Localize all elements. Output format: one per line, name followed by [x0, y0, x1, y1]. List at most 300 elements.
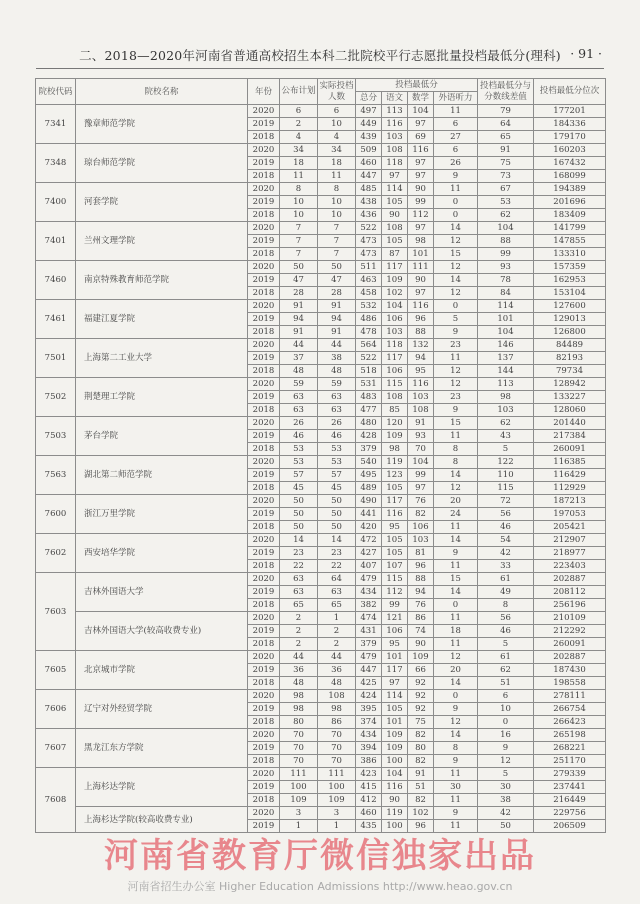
cell-math: 75 — [408, 716, 434, 729]
cell-foreign: 12 — [434, 287, 478, 300]
cell-actual: 70 — [318, 729, 356, 742]
cell-chinese: 105 — [382, 482, 408, 495]
cell-total: 480 — [356, 417, 382, 430]
red-watermark: 河南省教育厅微信独家出品 — [104, 836, 536, 876]
school-code: 7460 — [36, 261, 76, 300]
cell-foreign: 23 — [434, 391, 478, 404]
cell-foreign: 8 — [434, 443, 478, 456]
cell-foreign: 9 — [434, 807, 478, 820]
cell-total: 522 — [356, 222, 382, 235]
cell-math: 70 — [408, 443, 434, 456]
cell-math: 97 — [408, 170, 434, 183]
cell-actual: 2 — [318, 638, 356, 651]
header-min-score-group: 投档最低分 — [356, 79, 478, 92]
cell-total: 436 — [356, 209, 382, 222]
cell-year: 2018 — [248, 443, 280, 456]
cell-rank: 183409 — [534, 209, 606, 222]
cell-diff: 54 — [478, 534, 534, 547]
cell-chinese: 106 — [382, 625, 408, 638]
cell-plan: 65 — [280, 599, 318, 612]
cell-math: 97 — [408, 287, 434, 300]
cell-foreign: 20 — [434, 664, 478, 677]
cell-foreign: 9 — [434, 404, 478, 417]
cell-plan: 4 — [280, 131, 318, 144]
cell-diff: 56 — [478, 612, 534, 625]
cell-plan: 37 — [280, 352, 318, 365]
header-chinese: 语文 — [382, 92, 408, 105]
cell-foreign: 15 — [434, 417, 478, 430]
cell-actual: 38 — [318, 352, 356, 365]
cell-plan: 2 — [280, 612, 318, 625]
table-row — [36, 144, 606, 157]
cell-diff: 38 — [478, 794, 534, 807]
cell-actual: 100 — [318, 781, 356, 794]
cell-year: 2019 — [248, 547, 280, 560]
cell-math: 104 — [408, 456, 434, 469]
cell-diff: 101 — [478, 313, 534, 326]
cell-chinese: 87 — [382, 248, 408, 261]
cell-rank: 278111 — [534, 690, 606, 703]
cell-plan: 26 — [280, 417, 318, 430]
school-name: 黑龙江东方学院 — [76, 729, 248, 768]
cell-rank: 133310 — [534, 248, 606, 261]
cell-plan: 91 — [280, 326, 318, 339]
cell-actual: 18 — [318, 157, 356, 170]
cell-plan: 91 — [280, 300, 318, 313]
cell-rank: 251170 — [534, 755, 606, 768]
cell-math: 106 — [408, 521, 434, 534]
table-header — [36, 79, 606, 105]
cell-diff: 46 — [478, 521, 534, 534]
cell-math: 104 — [408, 105, 434, 118]
cell-chinese: 101 — [382, 651, 408, 664]
cell-chinese: 104 — [382, 768, 408, 781]
cell-math: 76 — [408, 495, 434, 508]
cell-foreign: 24 — [434, 508, 478, 521]
cell-plan: 2 — [280, 625, 318, 638]
cell-rank: 153104 — [534, 287, 606, 300]
cell-math: 97 — [408, 118, 434, 131]
cell-total: 497 — [356, 105, 382, 118]
cell-year: 2019 — [248, 586, 280, 599]
cell-plan: 46 — [280, 430, 318, 443]
cell-math: 97 — [408, 222, 434, 235]
cell-actual: 91 — [318, 300, 356, 313]
cell-year: 2018 — [248, 560, 280, 573]
cell-total: 485 — [356, 183, 382, 196]
cell-total: 460 — [356, 157, 382, 170]
cell-year: 2019 — [248, 664, 280, 677]
cell-chinese: 117 — [382, 352, 408, 365]
cell-diff: 99 — [478, 248, 534, 261]
school-code: 7400 — [36, 183, 76, 222]
cell-math: 116 — [408, 378, 434, 391]
cell-total: 477 — [356, 404, 382, 417]
header-actual — [318, 79, 356, 105]
cell-year: 2019 — [248, 235, 280, 248]
school-name: 兰州文理学院 — [76, 222, 248, 261]
cell-chinese: 105 — [382, 196, 408, 209]
school-name: 浙江万里学院 — [76, 495, 248, 534]
cell-year: 2019 — [248, 196, 280, 209]
cell-foreign: 30 — [434, 781, 478, 794]
cell-rank: 197053 — [534, 508, 606, 521]
cell-foreign: 0 — [434, 599, 478, 612]
cell-rank: 223403 — [534, 560, 606, 573]
cell-chinese: 123 — [382, 469, 408, 482]
cell-diff: 33 — [478, 560, 534, 573]
cell-year: 2018 — [248, 209, 280, 222]
cell-actual: 45 — [318, 482, 356, 495]
cell-total: 564 — [356, 339, 382, 352]
cell-total: 424 — [356, 690, 382, 703]
cell-total: 531 — [356, 378, 382, 391]
cell-math: 132 — [408, 339, 434, 352]
cell-math: 94 — [408, 352, 434, 365]
cell-chinese: 108 — [382, 391, 408, 404]
cell-total: 412 — [356, 794, 382, 807]
school-name: 北京城市学院 — [76, 651, 248, 690]
cell-math: 102 — [408, 807, 434, 820]
cell-plan: 22 — [280, 560, 318, 573]
cell-foreign: 14 — [434, 222, 478, 235]
cell-math: 96 — [408, 560, 434, 573]
cell-diff: 0 — [478, 716, 534, 729]
cell-plan: 34 — [280, 144, 318, 157]
school-name: 茅台学院 — [76, 417, 248, 456]
cell-foreign: 9 — [434, 755, 478, 768]
cell-chinese: 117 — [382, 664, 408, 677]
cell-plan: 36 — [280, 664, 318, 677]
cell-actual: 63 — [318, 586, 356, 599]
cell-chinese: 95 — [382, 638, 408, 651]
cell-rank: 202887 — [534, 573, 606, 586]
cell-year: 2018 — [248, 755, 280, 768]
school-name: 吉林外国语大学 — [76, 573, 248, 612]
school-code: 7503 — [36, 417, 76, 456]
cell-math: 90 — [408, 183, 434, 196]
cell-chinese: 100 — [382, 820, 408, 833]
school-code: 7608 — [36, 768, 76, 833]
cell-total: 428 — [356, 430, 382, 443]
school-code: 7341 — [36, 105, 76, 144]
cell-diff: 62 — [478, 417, 534, 430]
school-name: 上海杉达学院(较高收费专业) — [76, 807, 248, 833]
cell-year: 2019 — [248, 820, 280, 833]
cell-rank: 187213 — [534, 495, 606, 508]
cell-math: 109 — [408, 651, 434, 664]
cell-rank: 126800 — [534, 326, 606, 339]
cell-math: 92 — [408, 677, 434, 690]
cell-rank: 79734 — [534, 365, 606, 378]
cell-actual: 59 — [318, 378, 356, 391]
cell-rank: 256196 — [534, 599, 606, 612]
cell-foreign: 6 — [434, 118, 478, 131]
cell-plan: 44 — [280, 651, 318, 664]
cell-diff: 65 — [478, 131, 534, 144]
cell-actual: 44 — [318, 339, 356, 352]
cell-year: 2018 — [248, 170, 280, 183]
cell-actual: 70 — [318, 742, 356, 755]
cell-chinese: 106 — [382, 365, 408, 378]
cell-diff: 12 — [478, 755, 534, 768]
cell-chinese: 121 — [382, 612, 408, 625]
school-code: 7600 — [36, 495, 76, 534]
cell-plan: 2 — [280, 638, 318, 651]
cell-math: 111 — [408, 261, 434, 274]
cell-year: 2018 — [248, 638, 280, 651]
cell-year: 2019 — [248, 391, 280, 404]
cell-math: 80 — [408, 742, 434, 755]
cell-rank: 194389 — [534, 183, 606, 196]
cell-plan: 53 — [280, 456, 318, 469]
cell-diff: 110 — [478, 469, 534, 482]
cell-total: 434 — [356, 586, 382, 599]
school-name: 湖北第二师范学院 — [76, 456, 248, 495]
cell-plan: 44 — [280, 339, 318, 352]
cell-math: 91 — [408, 417, 434, 430]
cell-total: 386 — [356, 755, 382, 768]
cell-plan: 50 — [280, 261, 318, 274]
cell-diff: 6 — [478, 690, 534, 703]
cell-actual: 64 — [318, 573, 356, 586]
cell-plan: 50 — [280, 508, 318, 521]
cell-total: 540 — [356, 456, 382, 469]
cell-chinese: 97 — [382, 170, 408, 183]
cell-diff: 93 — [478, 261, 534, 274]
cell-actual: 10 — [318, 209, 356, 222]
school-name: 河套学院 — [76, 183, 248, 222]
cell-actual: 7 — [318, 248, 356, 261]
cell-chinese: 95 — [382, 521, 408, 534]
cell-chinese: 105 — [382, 235, 408, 248]
cell-plan: 63 — [280, 573, 318, 586]
cell-rank: 201696 — [534, 196, 606, 209]
cell-foreign: 0 — [434, 196, 478, 209]
cell-chinese: 99 — [382, 599, 408, 612]
cell-diff: 67 — [478, 183, 534, 196]
cell-plan: 80 — [280, 716, 318, 729]
cell-chinese: 103 — [382, 326, 408, 339]
cell-year: 2020 — [248, 339, 280, 352]
cell-total: 435 — [356, 820, 382, 833]
cell-actual: 7 — [318, 222, 356, 235]
cell-diff: 115 — [478, 482, 534, 495]
table-row — [36, 261, 606, 274]
cell-chinese: 108 — [382, 144, 408, 157]
cell-total: 441 — [356, 508, 382, 521]
cell-diff: 61 — [478, 573, 534, 586]
cell-actual: 86 — [318, 716, 356, 729]
cell-chinese: 116 — [382, 781, 408, 794]
cell-diff: 5 — [478, 768, 534, 781]
cell-diff: 72 — [478, 495, 534, 508]
cell-plan: 63 — [280, 404, 318, 417]
cell-plan: 10 — [280, 209, 318, 222]
cell-chinese: 109 — [382, 729, 408, 742]
cell-foreign: 8 — [434, 742, 478, 755]
cell-chinese: 104 — [382, 300, 408, 313]
cell-diff: 43 — [478, 430, 534, 443]
school-name: 上海杉达学院 — [76, 768, 248, 807]
cell-actual: 8 — [318, 183, 356, 196]
header-math: 数学 — [408, 92, 434, 105]
cell-year: 2020 — [248, 222, 280, 235]
cell-rank: 128942 — [534, 378, 606, 391]
cell-year: 2019 — [248, 313, 280, 326]
cell-year: 2018 — [248, 131, 280, 144]
cell-actual: 28 — [318, 287, 356, 300]
cell-plan: 63 — [280, 586, 318, 599]
admission-scores-table — [35, 78, 606, 833]
cell-chinese: 115 — [382, 378, 408, 391]
cell-year: 2020 — [248, 651, 280, 664]
cell-foreign: 14 — [434, 729, 478, 742]
cell-chinese: 117 — [382, 261, 408, 274]
cell-plan: 14 — [280, 534, 318, 547]
school-code: 7605 — [36, 651, 76, 690]
cell-total: 438 — [356, 196, 382, 209]
cell-plan: 1 — [280, 820, 318, 833]
cell-diff: 61 — [478, 651, 534, 664]
cell-actual: 34 — [318, 144, 356, 157]
cell-foreign: 9 — [434, 547, 478, 560]
cell-total: 423 — [356, 768, 382, 781]
cell-total: 479 — [356, 651, 382, 664]
cell-foreign: 12 — [434, 365, 478, 378]
cell-total: 395 — [356, 703, 382, 716]
cell-rank: 84489 — [534, 339, 606, 352]
cell-foreign: 26 — [434, 157, 478, 170]
header-diff-text: 投档最低分与分数线差值 — [480, 80, 532, 102]
table-row — [36, 339, 606, 352]
cell-math: 99 — [408, 469, 434, 482]
cell-rank: 212292 — [534, 625, 606, 638]
header-rank — [534, 79, 606, 105]
cell-chinese: 108 — [382, 222, 408, 235]
cell-chinese: 118 — [382, 339, 408, 352]
cell-math: 101 — [408, 248, 434, 261]
cell-chinese: 107 — [382, 560, 408, 573]
cell-chinese: 118 — [382, 157, 408, 170]
cell-rank: 266423 — [534, 716, 606, 729]
cell-chinese: 85 — [382, 404, 408, 417]
cell-diff: 8 — [478, 599, 534, 612]
cell-actual: 57 — [318, 469, 356, 482]
cell-total: 522 — [356, 352, 382, 365]
cell-diff: 113 — [478, 378, 534, 391]
cell-math: 76 — [408, 599, 434, 612]
cell-plan: 10 — [280, 196, 318, 209]
cell-plan: 70 — [280, 742, 318, 755]
cell-rank: 141799 — [534, 222, 606, 235]
cell-foreign: 11 — [434, 794, 478, 807]
cell-plan: 23 — [280, 547, 318, 560]
cell-foreign: 11 — [434, 352, 478, 365]
cell-plan: 11 — [280, 170, 318, 183]
cell-rank: 162953 — [534, 274, 606, 287]
cell-foreign: 9 — [434, 170, 478, 183]
cell-foreign: 6 — [434, 144, 478, 157]
header-plan-text: 公布计划 — [281, 86, 316, 96]
cell-actual: 7 — [318, 235, 356, 248]
school-code: 7603 — [36, 573, 76, 651]
cell-year: 2019 — [248, 352, 280, 365]
cell-actual: 63 — [318, 404, 356, 417]
cell-diff: 79 — [478, 105, 534, 118]
table-row — [36, 300, 606, 313]
table-row — [36, 456, 606, 469]
table-row — [36, 573, 606, 586]
cell-plan: 94 — [280, 313, 318, 326]
cell-foreign: 11 — [434, 768, 478, 781]
cell-math: 82 — [408, 794, 434, 807]
cell-rank: 184336 — [534, 118, 606, 131]
cell-foreign: 15 — [434, 573, 478, 586]
cell-chinese: 98 — [382, 443, 408, 456]
cell-total: 490 — [356, 495, 382, 508]
cell-diff: 62 — [478, 664, 534, 677]
cell-plan: 7 — [280, 222, 318, 235]
table-row — [36, 729, 606, 742]
cell-year: 2018 — [248, 404, 280, 417]
cell-plan: 28 — [280, 287, 318, 300]
school-name: 南京特殊教育师范学院 — [76, 261, 248, 300]
cell-chinese: 105 — [382, 534, 408, 547]
cell-math: 69 — [408, 131, 434, 144]
cell-foreign: 14 — [434, 274, 478, 287]
cell-year: 2020 — [248, 417, 280, 430]
school-code: 7602 — [36, 534, 76, 573]
cell-foreign: 11 — [434, 521, 478, 534]
cell-rank: 127600 — [534, 300, 606, 313]
cell-year: 2020 — [248, 261, 280, 274]
cell-diff: 64 — [478, 118, 534, 131]
cell-total: 449 — [356, 118, 382, 131]
cell-year: 2020 — [248, 612, 280, 625]
gray-watermark: 河南省招生办公室 Higher Education Admissions http://www.heao.gov.cn — [127, 880, 513, 893]
cell-chinese: 106 — [382, 313, 408, 326]
header-year: 年份 — [248, 79, 280, 105]
cell-rank: 147855 — [534, 235, 606, 248]
table-body — [36, 105, 606, 833]
cell-math: 92 — [408, 690, 434, 703]
cell-year: 2019 — [248, 157, 280, 170]
cell-actual: 53 — [318, 443, 356, 456]
cell-rank: 260091 — [534, 443, 606, 456]
cell-actual: 26 — [318, 417, 356, 430]
cell-rank: 229756 — [534, 807, 606, 820]
cell-foreign: 11 — [434, 612, 478, 625]
cell-chinese: 100 — [382, 755, 408, 768]
cell-total: 479 — [356, 573, 382, 586]
cell-math: 93 — [408, 430, 434, 443]
cell-diff: 84 — [478, 287, 534, 300]
table-row — [36, 612, 606, 625]
cell-diff: 62 — [478, 209, 534, 222]
school-name: 福建江夏学院 — [76, 300, 248, 339]
header-plan — [280, 79, 318, 105]
cell-total: 420 — [356, 521, 382, 534]
header-rank-text: 投档最低分位次 — [539, 86, 600, 96]
cell-foreign: 14 — [434, 469, 478, 482]
cell-diff: 103 — [478, 404, 534, 417]
cell-foreign: 12 — [434, 651, 478, 664]
cell-foreign: 11 — [434, 183, 478, 196]
cell-plan: 50 — [280, 495, 318, 508]
cell-foreign: 9 — [434, 326, 478, 339]
cell-actual: 94 — [318, 313, 356, 326]
